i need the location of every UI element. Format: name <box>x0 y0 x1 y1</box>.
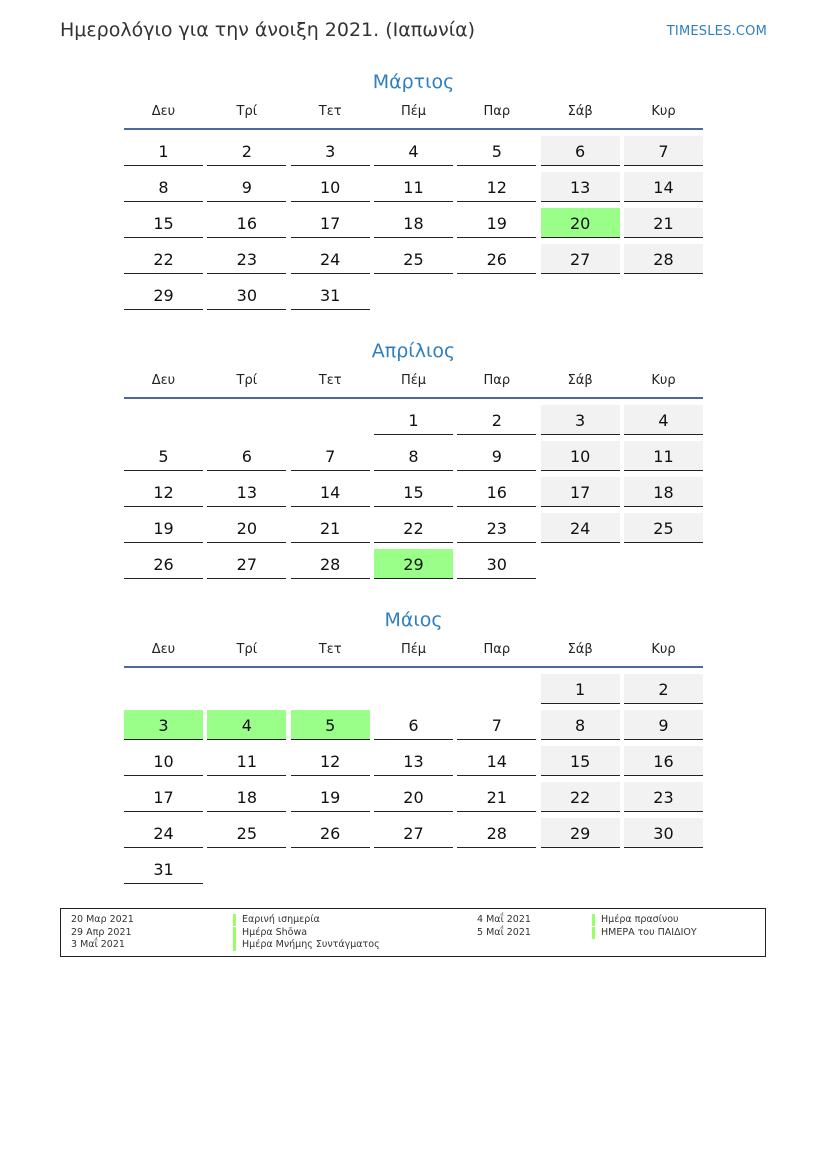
month-title: Μάιος <box>384 609 443 631</box>
empty-day-cell <box>457 674 536 704</box>
day-cell: 6 <box>207 441 286 471</box>
empty-day-cell <box>207 854 286 884</box>
day-cell: 1 <box>541 674 620 704</box>
week-row <box>124 672 703 708</box>
day-cell: 29 <box>124 280 203 310</box>
weekday-label: Δευ <box>151 641 176 657</box>
day-cell: 3 <box>291 136 370 166</box>
day-cell: 15 <box>374 477 453 507</box>
holiday-day-cell: 20 <box>541 208 620 238</box>
day-cell: 11 <box>624 441 703 471</box>
weekday-label: Δευ <box>151 103 176 119</box>
empty-day-cell <box>207 405 286 435</box>
weekday-label: Κυρ <box>651 372 676 388</box>
day-cell: 21 <box>291 513 370 543</box>
day-cell: 17 <box>124 782 203 812</box>
day-cell: 22 <box>124 244 203 274</box>
day-cell: 5 <box>457 136 536 166</box>
legend-date: 3 Μαΐ 2021 <box>71 939 125 950</box>
day-cell: 8 <box>124 172 203 202</box>
header-rule <box>124 666 703 668</box>
header-rule <box>124 397 703 399</box>
legend-date: 29 Απρ 2021 <box>71 927 132 938</box>
week-row <box>124 278 703 314</box>
weekday-label: Σάβ <box>567 641 593 657</box>
empty-day-cell <box>207 674 286 704</box>
day-cell: 2 <box>457 405 536 435</box>
week-row <box>124 816 703 852</box>
day-cell: 26 <box>291 818 370 848</box>
day-cell: 9 <box>457 441 536 471</box>
day-cell: 13 <box>207 477 286 507</box>
day-cell: 16 <box>207 208 286 238</box>
day-cell: 14 <box>291 477 370 507</box>
day-cell: 1 <box>124 136 203 166</box>
day-cell: 20 <box>207 513 286 543</box>
month-calendar <box>124 67 703 314</box>
empty-day-cell <box>624 280 703 310</box>
month-title: Απρίλιος <box>371 340 456 362</box>
week-row <box>124 439 703 475</box>
day-cell: 21 <box>624 208 703 238</box>
day-cell: 8 <box>541 710 620 740</box>
day-cell: 25 <box>624 513 703 543</box>
header-rule <box>124 128 703 130</box>
page-title: Ημερολόγιο για την άνοιξη 2021. (Ιαπωνία) <box>60 19 476 41</box>
empty-day-cell <box>374 854 453 884</box>
day-cell: 17 <box>291 208 370 238</box>
weekday-label: Τρί <box>236 103 258 119</box>
week-row <box>124 708 703 744</box>
day-cell: 2 <box>207 136 286 166</box>
weekday-label: Πέμ <box>400 641 427 657</box>
day-cell: 12 <box>291 746 370 776</box>
week-row <box>124 744 703 780</box>
legend-holiday-name: Ημέρα πρασίνου <box>592 914 679 926</box>
day-cell: 17 <box>541 477 620 507</box>
day-cell: 14 <box>457 746 536 776</box>
legend-holiday-name: ΗΜΕΡΑ του ΠΑΙΔΙΟΥ <box>592 927 697 939</box>
empty-day-cell <box>124 405 203 435</box>
day-cell: 25 <box>207 818 286 848</box>
day-cell: 19 <box>457 208 536 238</box>
weekday-header <box>124 635 703 663</box>
day-cell: 27 <box>541 244 620 274</box>
holiday-day-cell: 4 <box>207 710 286 740</box>
week-row <box>124 242 703 278</box>
day-cell: 11 <box>207 746 286 776</box>
month-calendar <box>124 336 703 583</box>
weekday-header <box>124 366 703 394</box>
day-cell: 29 <box>541 818 620 848</box>
day-cell: 2 <box>624 674 703 704</box>
holiday-day-cell: 5 <box>291 710 370 740</box>
week-row <box>124 852 703 888</box>
legend-date: 4 Μαΐ 2021 <box>477 914 531 925</box>
weekday-label: Κυρ <box>651 641 676 657</box>
empty-day-cell <box>624 549 703 579</box>
day-cell: 4 <box>624 405 703 435</box>
week-row <box>124 511 703 547</box>
day-cell: 20 <box>374 782 453 812</box>
empty-day-cell <box>457 280 536 310</box>
empty-day-cell <box>457 854 536 884</box>
weekday-label: Παρ <box>483 372 511 388</box>
empty-day-cell <box>374 280 453 310</box>
day-cell: 22 <box>541 782 620 812</box>
day-cell: 26 <box>124 549 203 579</box>
day-cell: 18 <box>624 477 703 507</box>
day-cell: 28 <box>457 818 536 848</box>
day-cell: 30 <box>457 549 536 579</box>
holiday-day-cell: 3 <box>124 710 203 740</box>
day-cell: 30 <box>624 818 703 848</box>
day-cell: 24 <box>291 244 370 274</box>
legend-holiday-name: Ημέρα Μνήμης Συντάγματος <box>233 939 380 951</box>
site-link[interactable]: TIMESLES.COM <box>666 24 767 39</box>
empty-day-cell <box>624 854 703 884</box>
week-row <box>124 475 703 511</box>
weekday-label: Τρί <box>236 372 258 388</box>
day-cell: 11 <box>374 172 453 202</box>
day-cell: 14 <box>624 172 703 202</box>
day-cell: 22 <box>374 513 453 543</box>
legend-holiday-name: Εαρινή ισημερία <box>233 914 320 926</box>
empty-day-cell <box>124 674 203 704</box>
day-cell: 25 <box>374 244 453 274</box>
day-cell: 13 <box>541 172 620 202</box>
weekday-label: Τετ <box>318 372 342 388</box>
week-row <box>124 170 703 206</box>
weekday-label: Τετ <box>318 641 342 657</box>
day-cell: 19 <box>124 513 203 543</box>
day-cell: 9 <box>624 710 703 740</box>
day-cell: 6 <box>374 710 453 740</box>
holiday-day-cell: 29 <box>374 549 453 579</box>
weekday-label: Παρ <box>483 103 511 119</box>
day-cell: 10 <box>291 172 370 202</box>
legend-date: 20 Μαρ 2021 <box>71 914 134 925</box>
day-cell: 16 <box>624 746 703 776</box>
weekday-label: Τετ <box>318 103 342 119</box>
day-cell: 7 <box>624 136 703 166</box>
day-cell: 19 <box>291 782 370 812</box>
day-cell: 27 <box>374 818 453 848</box>
week-row <box>124 206 703 242</box>
weekday-label: Πέμ <box>400 372 427 388</box>
month-calendar <box>124 605 703 888</box>
day-cell: 28 <box>291 549 370 579</box>
day-cell: 12 <box>124 477 203 507</box>
empty-day-cell <box>291 674 370 704</box>
empty-day-cell <box>541 280 620 310</box>
day-cell: 16 <box>457 477 536 507</box>
day-cell: 10 <box>541 441 620 471</box>
day-cell: 1 <box>374 405 453 435</box>
week-row <box>124 780 703 816</box>
weekday-header <box>124 97 703 125</box>
day-cell: 4 <box>374 136 453 166</box>
day-cell: 18 <box>374 208 453 238</box>
weekday-label: Σάβ <box>567 372 593 388</box>
day-cell: 24 <box>541 513 620 543</box>
day-cell: 24 <box>124 818 203 848</box>
empty-day-cell <box>291 405 370 435</box>
day-cell: 15 <box>124 208 203 238</box>
day-cell: 26 <box>457 244 536 274</box>
day-cell: 31 <box>124 854 203 884</box>
month-title: Μάρτιος <box>372 71 455 93</box>
legend-holiday-name: Ημέρα Shōwa <box>233 927 307 939</box>
day-cell: 28 <box>624 244 703 274</box>
day-cell: 12 <box>457 172 536 202</box>
day-cell: 18 <box>207 782 286 812</box>
day-cell: 15 <box>541 746 620 776</box>
day-cell: 7 <box>457 710 536 740</box>
weekday-label: Τρί <box>236 641 258 657</box>
empty-day-cell <box>541 549 620 579</box>
day-cell: 8 <box>374 441 453 471</box>
week-row <box>124 547 703 583</box>
day-cell: 7 <box>291 441 370 471</box>
weekday-label: Κυρ <box>651 103 676 119</box>
holiday-legend <box>60 908 766 957</box>
day-cell: 27 <box>207 549 286 579</box>
empty-day-cell <box>291 854 370 884</box>
legend-date: 5 Μαΐ 2021 <box>477 927 531 938</box>
week-row <box>124 403 703 439</box>
weekday-label: Σάβ <box>567 103 593 119</box>
day-cell: 6 <box>541 136 620 166</box>
day-cell: 3 <box>541 405 620 435</box>
weekday-label: Παρ <box>483 641 511 657</box>
week-row <box>124 134 703 170</box>
day-cell: 23 <box>624 782 703 812</box>
day-cell: 30 <box>207 280 286 310</box>
day-cell: 10 <box>124 746 203 776</box>
day-cell: 23 <box>457 513 536 543</box>
weekday-label: Πέμ <box>400 103 427 119</box>
day-cell: 9 <box>207 172 286 202</box>
day-cell: 23 <box>207 244 286 274</box>
day-cell: 31 <box>291 280 370 310</box>
weekday-label: Δευ <box>151 372 176 388</box>
day-cell: 5 <box>124 441 203 471</box>
day-cell: 13 <box>374 746 453 776</box>
empty-day-cell <box>374 674 453 704</box>
empty-day-cell <box>541 854 620 884</box>
day-cell: 21 <box>457 782 536 812</box>
